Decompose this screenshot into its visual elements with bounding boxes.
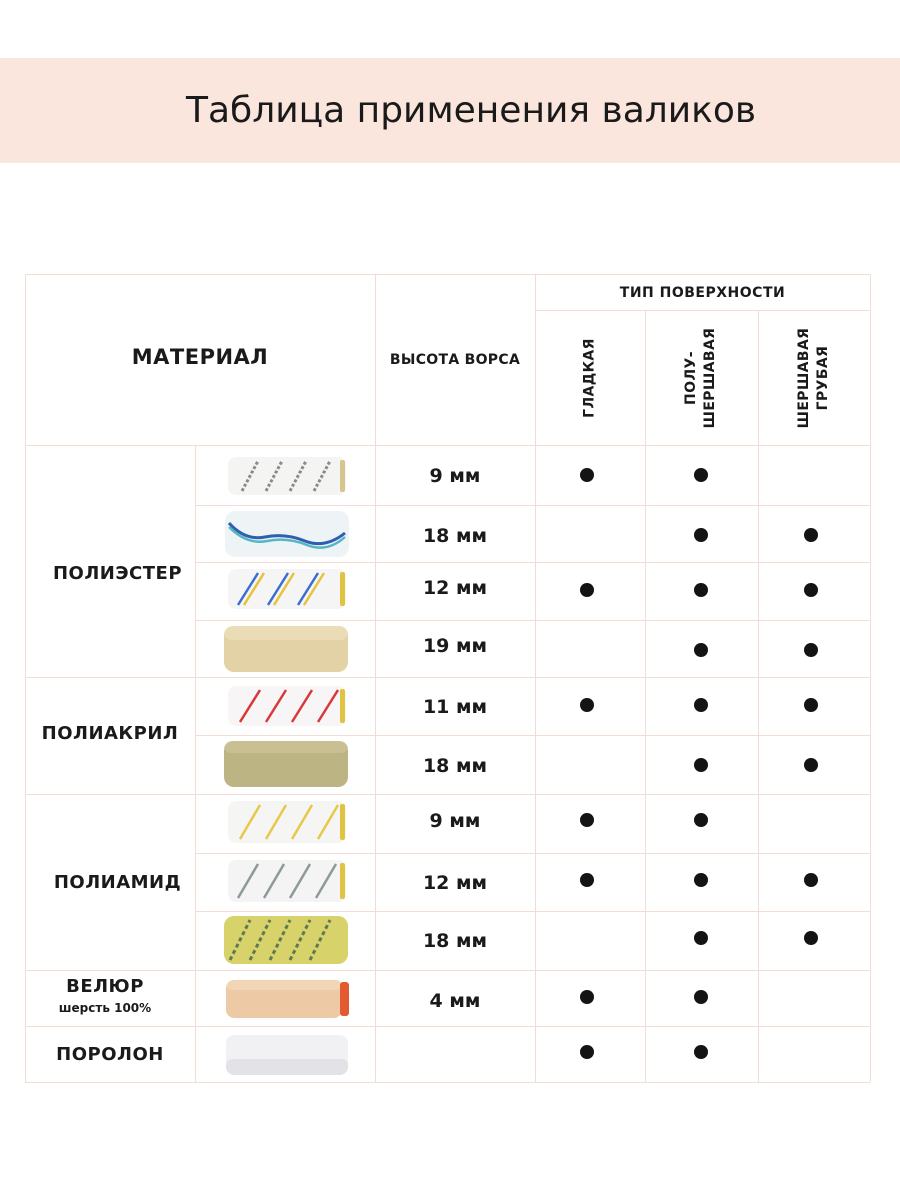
surface-dot-rough xyxy=(804,583,818,597)
surface-dot-semi xyxy=(694,758,708,772)
pile-height: 9 мм xyxy=(429,465,481,487)
surface-dot-semi xyxy=(694,468,708,482)
velour-roller-icon xyxy=(226,980,350,1018)
material-polyester: ПОЛИЭСТЕР xyxy=(52,563,183,584)
pile-height: 11 мм xyxy=(422,696,488,718)
pile-height: 4 мм xyxy=(429,990,481,1012)
pile-height: 18 мм xyxy=(422,755,488,777)
surface-dot-semi xyxy=(694,583,708,597)
white-gray-stripes-icon xyxy=(228,457,346,495)
surface-dot-smooth xyxy=(580,990,594,1004)
header-rough: ШЕРШАВАЯ ГРУБАЯ xyxy=(796,327,831,429)
surface-dot-semi xyxy=(694,528,708,542)
surface-dot-smooth xyxy=(580,873,594,887)
pile-height: 18 мм xyxy=(422,930,488,952)
pile-height: 12 мм xyxy=(422,577,488,599)
white-gray-yellow-stripes-icon xyxy=(228,860,346,902)
header-semi-rough: ПОЛУ- ШЕРШАВАЯ xyxy=(683,327,718,429)
surface-dot-smooth xyxy=(580,698,594,712)
material-polyacryl: ПОЛИАКРИЛ xyxy=(41,723,179,744)
surface-dot-smooth xyxy=(580,813,594,827)
surface-dot-rough xyxy=(804,758,818,772)
surface-dot-semi xyxy=(694,643,708,657)
surface-dot-rough xyxy=(804,931,818,945)
pile-height: 9 мм xyxy=(429,810,481,832)
foam-roller-icon xyxy=(226,1035,348,1075)
surface-dot-smooth xyxy=(580,1045,594,1059)
surface-dot-semi xyxy=(694,698,708,712)
surface-dot-rough xyxy=(804,873,818,887)
page-title: Таблица применения валиков xyxy=(186,90,757,131)
white-red-stripes-icon xyxy=(228,686,346,726)
surface-dot-rough xyxy=(804,528,818,542)
olive-roller-icon xyxy=(224,741,348,787)
surface-dot-semi xyxy=(694,1045,708,1059)
material-velour-note: шерсть 100% xyxy=(58,1001,152,1015)
material-polyamide: ПОЛИАМИД xyxy=(53,872,182,893)
surface-dot-rough xyxy=(804,698,818,712)
header-surface-type: ТИП ПОВЕРХНОСТИ xyxy=(619,285,786,301)
material-velour: ВЕЛЮР xyxy=(66,976,144,997)
surface-dot-semi xyxy=(694,931,708,945)
pile-height: 18 мм xyxy=(422,525,488,547)
header-pile-height: ВЫСОТА ВОРСА xyxy=(389,352,521,368)
white-yellow-stripes-icon xyxy=(228,801,346,843)
pile-height: 19 мм xyxy=(422,635,488,657)
header-material: МАТЕРИАЛ xyxy=(131,345,269,369)
material-foam: ПОРОЛОН xyxy=(56,1044,164,1065)
pile-height: 12 мм xyxy=(422,872,488,894)
surface-dot-smooth xyxy=(580,468,594,482)
surface-dot-smooth xyxy=(580,583,594,597)
surface-dot-rough xyxy=(804,643,818,657)
surface-dot-semi xyxy=(694,990,708,1004)
header-smooth: ГЛАДКАЯ xyxy=(581,338,598,418)
beige-roller-icon xyxy=(224,626,348,672)
surface-dot-semi xyxy=(694,813,708,827)
yellow-green-roller-icon xyxy=(224,916,348,964)
surface-dot-semi xyxy=(694,873,708,887)
white-blue-yellow-stripes-icon xyxy=(228,569,346,609)
white-blue-stripe-icon xyxy=(225,511,349,557)
